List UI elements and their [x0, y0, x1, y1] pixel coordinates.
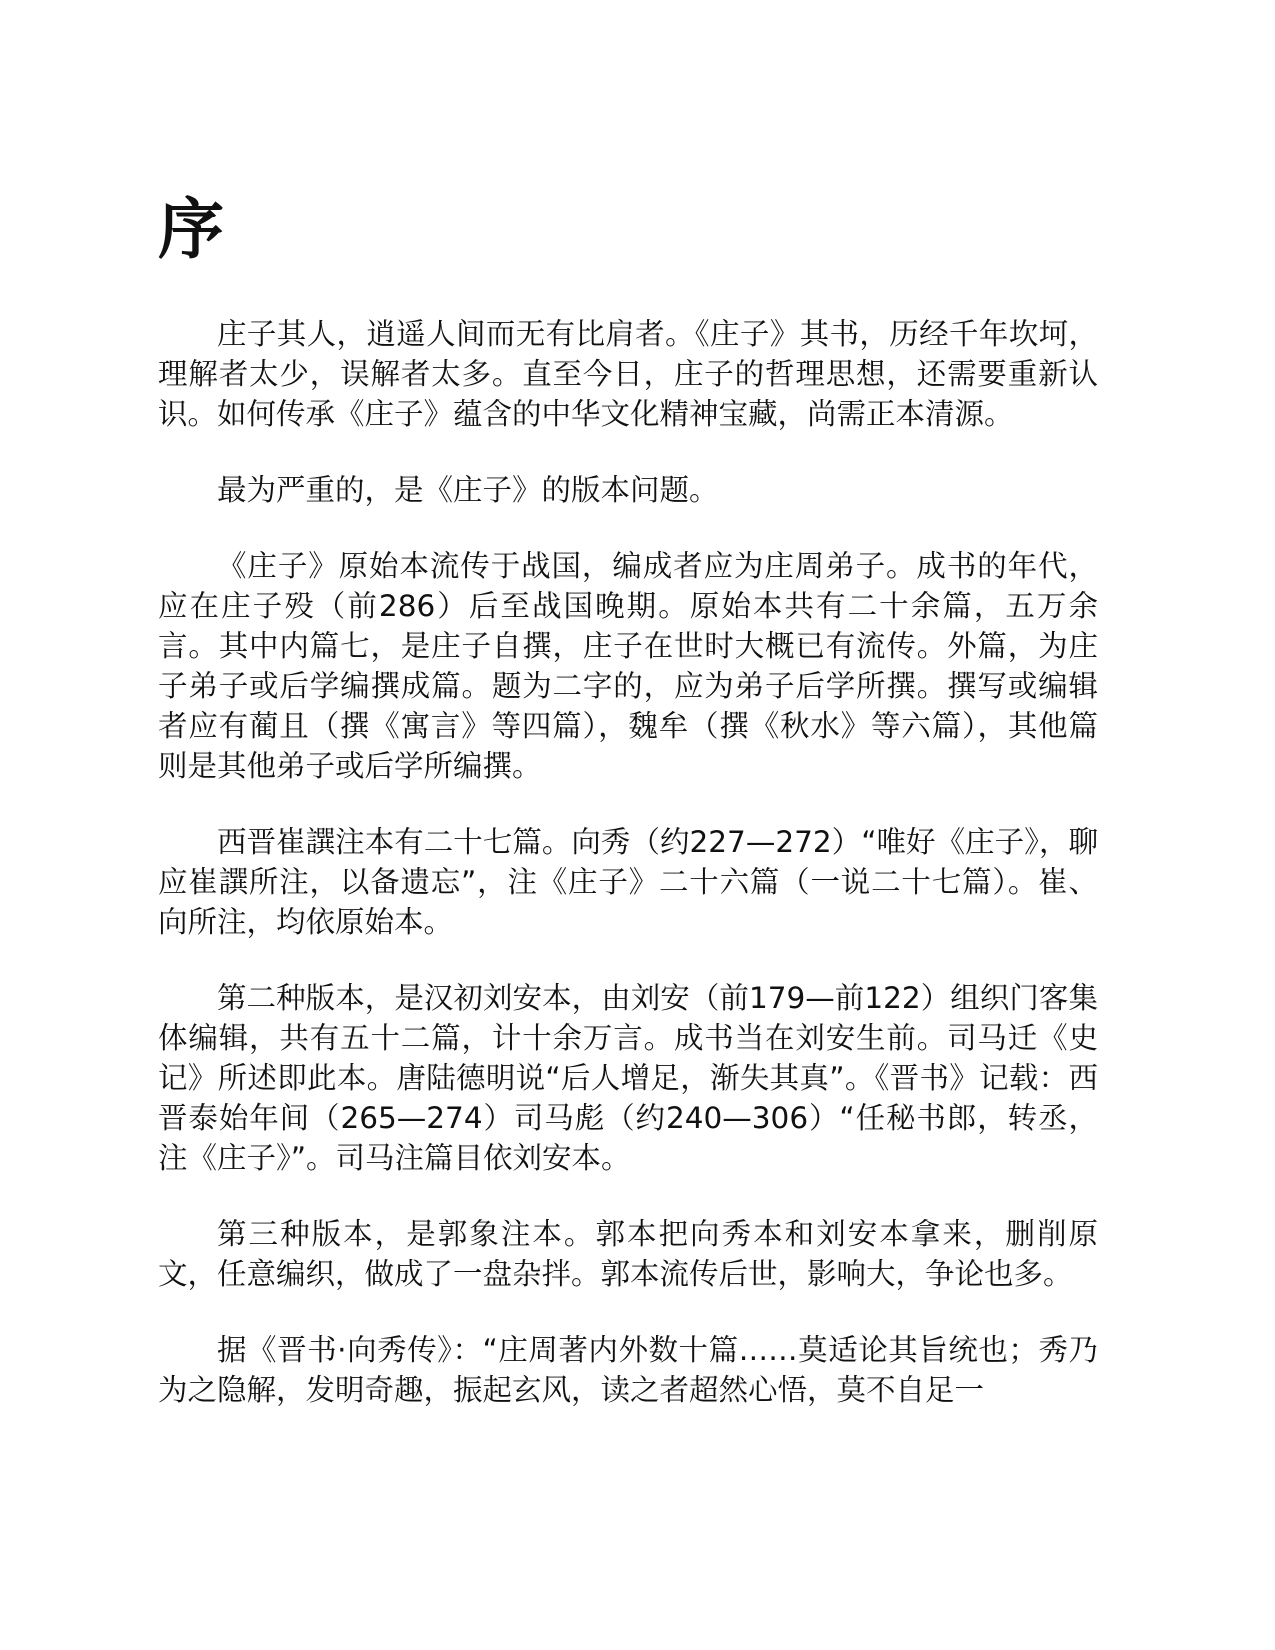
paragraph-1: 庄子其人，逍遥人间而无有比肩者。《庄子》其书，历经千年坎坷，理解者太少，误解者太多。直至今日，庄子的哲理思想，还需要重新认识。如何传承《庄子》蕴含的中华文化精神宝藏，尚需正本清源。 — [158, 317, 1098, 431]
paragraph-7: 据《晋书·向秀传》：“庄周著内外数十篇……莫适论其旨统也；秀乃为之隐解，发明奇趣，振起玄风，读之者超然心悟，莫不自足一 — [158, 1333, 1098, 1407]
paragraph-2: 最为严重的，是《庄子》的版本问题。 — [217, 473, 719, 507]
paragraph-5: 第二种版本，是汉初刘安本，由刘安（前179—前122）组织门客集体编辑，共有五十二篇，计十余万言。成书当在刘安生前。司马迁《史记》所述即此本。唐陆德明说“后人增足，渐失其真”。《晋书》记载：西晋泰始年间（265—274）司马彪（约240—306）“任秘书郎，转丞，注《庄子》”。司马注篇目依刘安本。 — [158, 981, 1098, 1175]
document-body — [158, 190, 1098, 1446]
paragraph-4: 西晋崔譔注本有二十七篇。向秀（约227—272）“唯好《庄子》，聊应崔譔所注，以备遗忘”，注《庄子》二十六篇（一说二十七篇）。崔、向所注，均依原始本。 — [158, 825, 1098, 939]
chapter-title: 序 — [158, 191, 224, 268]
paragraph-6: 第三种版本，是郭象注本。郭本把向秀本和刘安本拿来，删削原文，任意编织，做成了一盘杂拌。郭本流传后世，影响大，争论也多。 — [158, 1217, 1098, 1291]
paragraph-3: 《庄子》原始本流传于战国，编成者应为庄周弟子。成书的年代，应在庄子殁（前286）后至战国晚期。原始本共有二十余篇，五万余言。其中内篇七，是庄子自撰，庄子在世时大概已有流传。外篇，为庄子弟子或后学编撰成篇。题为二字的，应为弟子后学所撰。撰写或编辑者应有蔺且（撰《寓言》等四篇），魏牟（撰《秋水》等六篇），其他篇则是其他弟子或后学所编撰。 — [158, 549, 1098, 783]
